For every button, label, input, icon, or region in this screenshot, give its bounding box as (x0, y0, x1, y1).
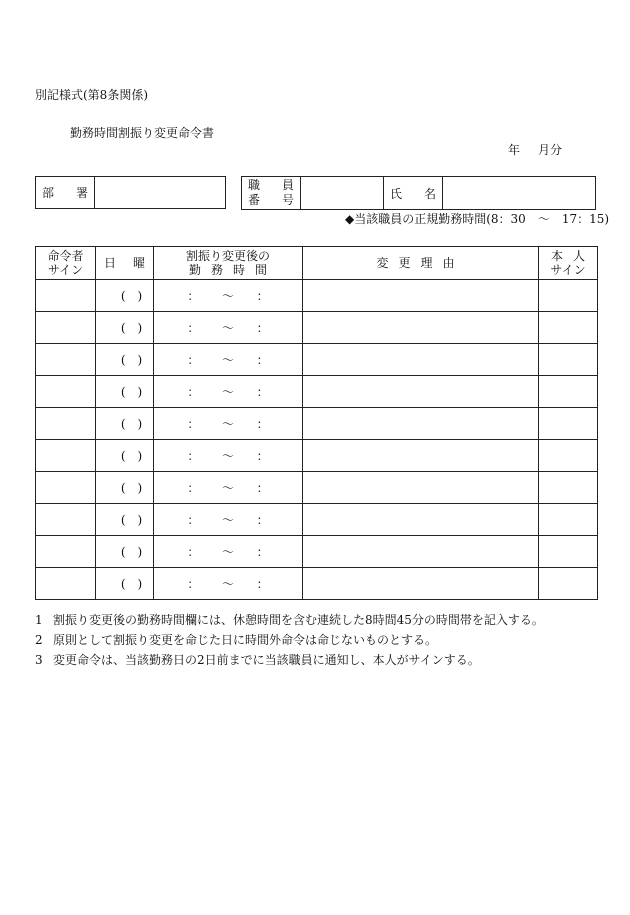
table-row (36, 440, 598, 472)
time-range-tilde: ～ (221, 321, 234, 335)
reason-cell[interactable] (303, 440, 539, 472)
self-sign-cell[interactable] (539, 344, 598, 376)
issuer-sign-cell[interactable] (36, 376, 96, 408)
header-changed-hours (154, 247, 303, 280)
end-time-colon: ： (256, 481, 269, 495)
changed-hours-cell[interactable] (154, 472, 303, 504)
time-range-tilde: ～ (221, 481, 234, 495)
schedule-body (36, 280, 598, 600)
table-row (36, 536, 598, 568)
changed-hours-cell[interactable] (154, 408, 303, 440)
reason-cell[interactable] (303, 536, 539, 568)
start-time-colon: ： (187, 449, 200, 463)
end-time-colon: ： (256, 577, 269, 591)
self-sign-cell[interactable] (539, 536, 598, 568)
table-row (36, 280, 598, 312)
day-cell[interactable] (96, 376, 154, 408)
header-issuer-line-1: 命令者 (47, 249, 84, 263)
notes (35, 610, 544, 670)
start-time-colon: ： (187, 545, 200, 559)
start-time-colon: ： (187, 321, 200, 335)
changed-hours-cell[interactable] (154, 504, 303, 536)
staff-number-label-2: 番 号 (248, 193, 294, 207)
schedule-table (35, 246, 598, 600)
day-cell[interactable] (96, 536, 154, 568)
header-self-line-1: 本人 (550, 249, 595, 263)
note-number: 2 (35, 633, 43, 647)
staff-number-label-1: 職 員 (248, 178, 294, 192)
day-cell[interactable] (96, 344, 154, 376)
header-issuer-sign (36, 247, 96, 280)
changed-hours-cell[interactable] (154, 568, 303, 600)
changed-hours-cell[interactable] (154, 376, 303, 408)
reason-cell[interactable] (303, 280, 539, 312)
reason-cell[interactable] (303, 568, 539, 600)
self-sign-cell[interactable] (539, 504, 598, 536)
end-time-colon: ： (256, 449, 269, 463)
end-time-colon: ： (256, 513, 269, 527)
document-title: 勤務時間割振り変更命令書 (70, 126, 215, 140)
time-range-tilde: ～ (221, 385, 234, 399)
day-cell[interactable] (96, 472, 154, 504)
reason-cell[interactable] (303, 504, 539, 536)
self-sign-cell[interactable] (539, 376, 598, 408)
day-cell[interactable] (96, 504, 154, 536)
day-cell[interactable] (96, 408, 154, 440)
end-time-colon: ： (256, 321, 269, 335)
header-reason (303, 247, 539, 280)
start-time-colon: ： (187, 385, 200, 399)
weekday-brackets: ( ) (120, 545, 143, 559)
issuer-sign-cell[interactable] (36, 568, 96, 600)
name-label-cell (384, 177, 443, 210)
date-line (508, 141, 562, 158)
note-number: 3 (35, 653, 43, 667)
self-sign-cell[interactable] (539, 472, 598, 504)
table-row (36, 408, 598, 440)
changed-hours-cell[interactable] (154, 536, 303, 568)
weekday-brackets: ( ) (120, 449, 143, 463)
weekday-brackets: ( ) (120, 417, 143, 431)
department-value-cell[interactable] (95, 177, 226, 209)
reason-cell[interactable] (303, 344, 539, 376)
table-row (36, 376, 598, 408)
reason-cell[interactable] (303, 472, 539, 504)
day-cell[interactable] (96, 568, 154, 600)
header-day (96, 247, 154, 280)
time-range-tilde: ～ (221, 513, 234, 527)
end-time-colon: ： (256, 545, 269, 559)
start-time-colon: ： (187, 417, 200, 431)
note-text: 変更命令は、当該勤務日の2日前までに当該職員に通知し、本人がサインする。 (53, 653, 480, 667)
note-number: 1 (35, 613, 43, 627)
time-range-tilde: ～ (221, 289, 234, 303)
reason-cell[interactable] (303, 312, 539, 344)
end-time-colon: ： (256, 289, 269, 303)
changed-hours-cell[interactable] (154, 312, 303, 344)
self-sign-cell[interactable] (539, 312, 598, 344)
start-time-colon: ： (187, 289, 200, 303)
date-month-label: 月分 (538, 143, 563, 157)
form-label: 別記様式(第8条関係) (35, 88, 148, 102)
department-label-cell (36, 177, 95, 209)
header-self-sign (539, 247, 598, 280)
time-range-tilde: ～ (221, 545, 234, 559)
changed-hours-cell[interactable] (154, 440, 303, 472)
weekday-brackets: ( ) (120, 513, 143, 527)
issuer-sign-cell[interactable] (36, 408, 96, 440)
note-text: 原則として割振り変更を命じた日に時間外命令は命じないものとする。 (53, 633, 438, 647)
header-issuer-line-2: サイン (47, 263, 84, 277)
issuer-sign-cell[interactable] (36, 280, 96, 312)
end-time-colon: ： (256, 417, 269, 431)
note-text: 割振り変更後の勤務時間欄には、休憩時間を含む連続した8時間45分の時間帯を記入する。 (53, 613, 544, 627)
day-cell[interactable] (96, 280, 154, 312)
issuer-sign-cell[interactable] (36, 440, 96, 472)
table-row (36, 472, 598, 504)
time-range-tilde: ～ (221, 353, 234, 367)
header-weekday-label: 曜 (132, 256, 145, 270)
weekday-brackets: ( ) (120, 289, 143, 303)
self-sign-cell[interactable] (539, 440, 598, 472)
header-time-line-2: 勤務時間 (188, 263, 277, 277)
start-time-colon: ： (187, 481, 200, 495)
reason-cell[interactable] (303, 408, 539, 440)
regular-hours-note: ◆当該職員の正規勤務時間(8：30 ～ 17：15) (345, 212, 610, 226)
weekday-brackets: ( ) (120, 321, 143, 335)
time-range-tilde: ～ (221, 577, 234, 591)
day-cell[interactable] (96, 312, 154, 344)
department-table (35, 176, 226, 209)
name-value-cell[interactable] (443, 177, 596, 210)
table-row (36, 568, 598, 600)
table-row (36, 312, 598, 344)
day-cell[interactable] (96, 440, 154, 472)
self-sign-cell[interactable] (539, 568, 598, 600)
self-sign-cell[interactable] (539, 408, 598, 440)
header-time-line-1: 割振り変更後の (185, 249, 270, 263)
end-time-colon: ： (256, 385, 269, 399)
staff-number-label-cell (242, 177, 301, 210)
table-row (36, 344, 598, 376)
note-item (35, 650, 544, 670)
staff-number-value-cell[interactable] (301, 177, 384, 210)
start-time-colon: ： (187, 513, 200, 527)
date-year-label: 年 (508, 143, 521, 157)
weekday-brackets: ( ) (120, 385, 143, 399)
reason-cell[interactable] (303, 376, 539, 408)
note-item (35, 630, 544, 650)
changed-hours-cell[interactable] (154, 280, 303, 312)
start-time-colon: ： (187, 577, 200, 591)
staff-table (241, 176, 596, 210)
issuer-sign-cell[interactable] (36, 536, 96, 568)
end-time-colon: ： (256, 353, 269, 367)
issuer-sign-cell[interactable] (36, 312, 96, 344)
issuer-sign-cell[interactable] (36, 472, 96, 504)
issuer-sign-cell[interactable] (36, 344, 96, 376)
table-row (36, 504, 598, 536)
weekday-brackets: ( ) (120, 353, 143, 367)
header-self-line-2: サイン (550, 263, 586, 277)
department-label: 部 署 (42, 186, 88, 200)
self-sign-cell[interactable] (539, 280, 598, 312)
time-range-tilde: ～ (221, 417, 234, 431)
header-day-label: 日 (104, 256, 117, 270)
issuer-sign-cell[interactable] (36, 504, 96, 536)
header-reason-label: 変更理由 (376, 256, 465, 270)
weekday-brackets: ( ) (120, 577, 143, 591)
start-time-colon: ： (187, 353, 200, 367)
name-label: 氏 名 (390, 186, 436, 201)
changed-hours-cell[interactable] (154, 344, 303, 376)
weekday-brackets: ( ) (120, 481, 143, 495)
time-range-tilde: ～ (221, 449, 234, 463)
note-item (35, 610, 544, 630)
